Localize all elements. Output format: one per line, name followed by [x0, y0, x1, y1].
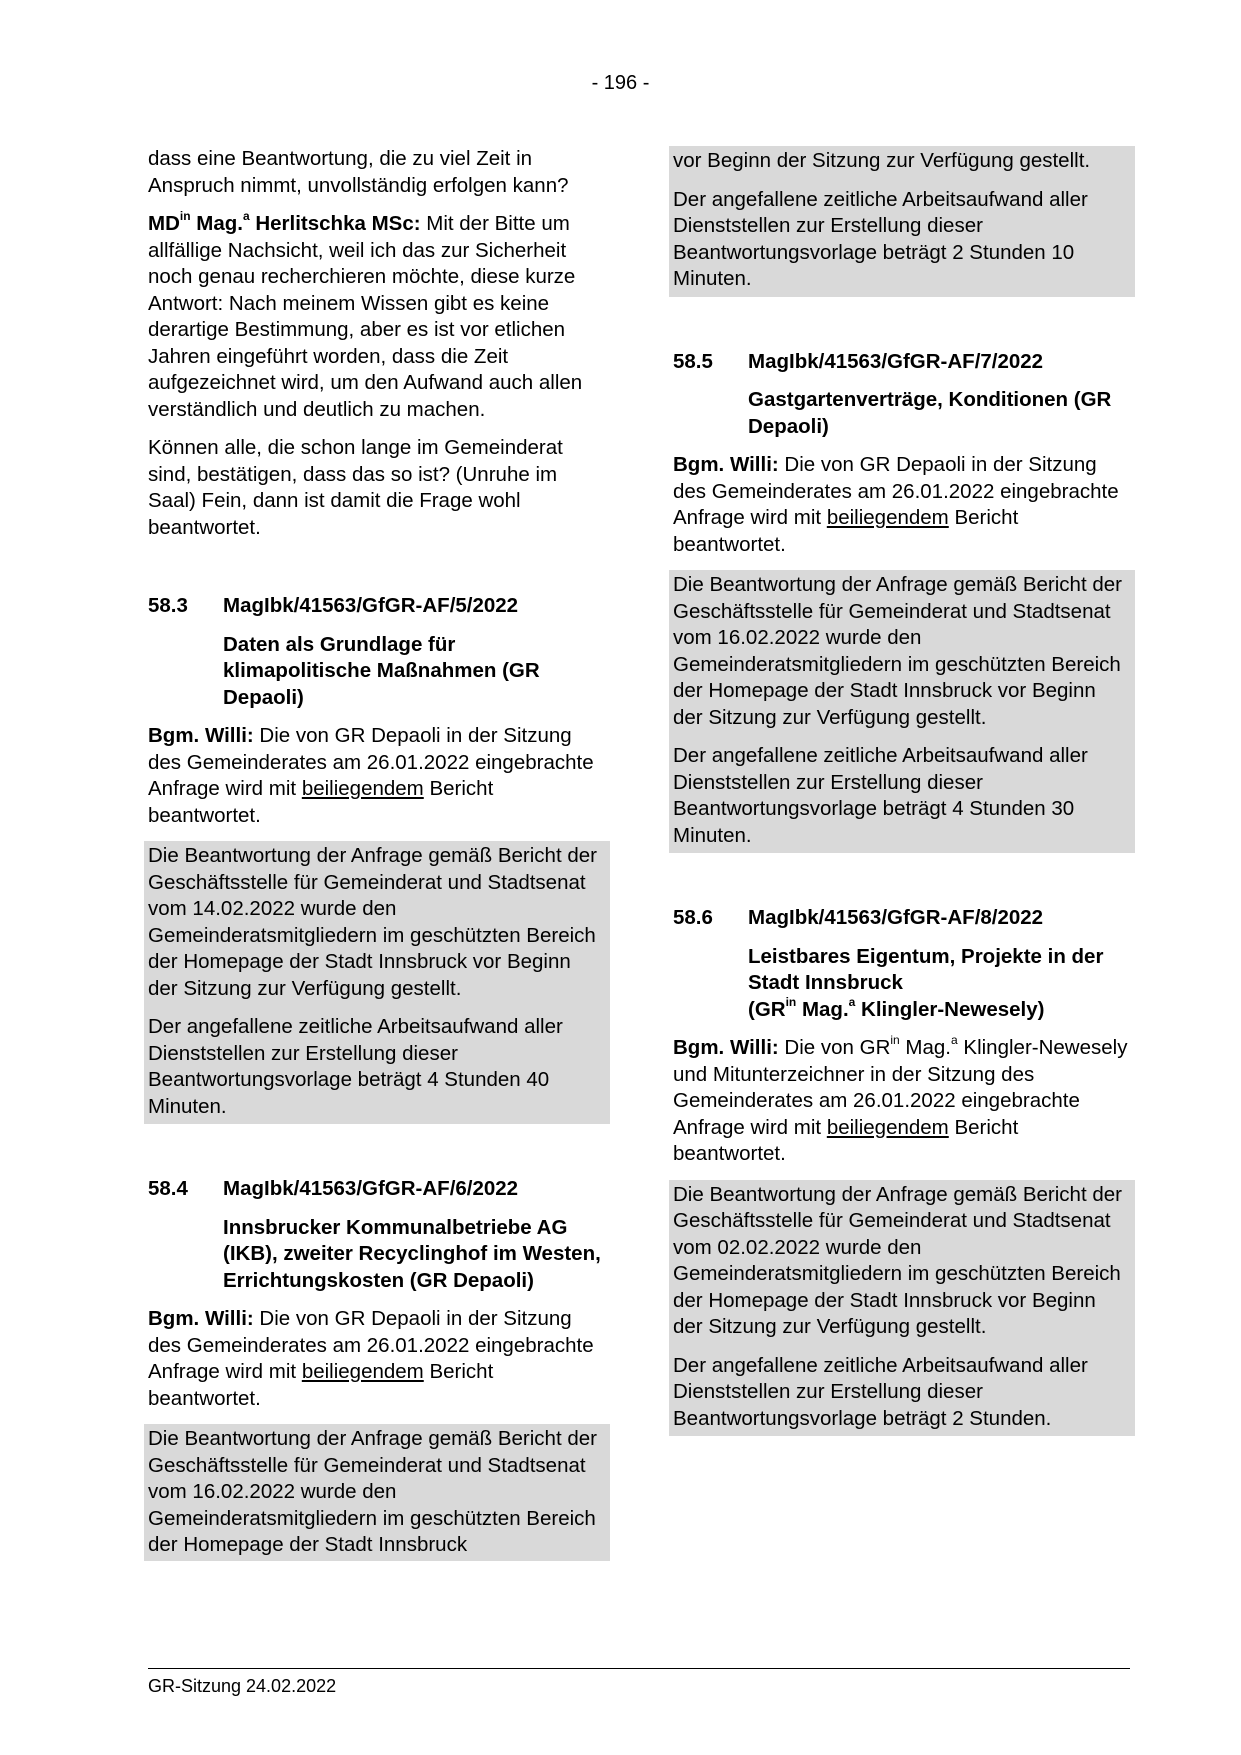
paragraph: Können alle, die schon lange im Gemeinderat sind, bestätigen, dass das so ist? (Unruhe im Saal) Fein, dann ist damit die Frage wohl beantwortet.	[148, 436, 563, 539]
footer-rule	[148, 1668, 1130, 1669]
attachment-link[interactable]: beiliegendem	[301, 777, 424, 800]
highlight-box: vor Beginn der Sitzung zur Verfügung gestellt. Der angefallene zeitliche Arbeitsaufwand aller Dienststellen zur Erstellung dieser Beantwortungsvorlage beträgt 2 Stunden 10 Minuten.	[669, 146, 1135, 297]
section-heading-58-5: 58.5 MagIbk/41563/GfGR-AF/7/2022	[673, 349, 1044, 373]
highlight-box: Die Beantwortung der Anfrage gemäß Bericht der Geschäftsstelle für Gemeinderat und Stadtsenat vom 02.02.2022 wurde den Gemeinderatsmitgliedern im geschützten Bereich der Homepage der Stadt Innsbruck vor Beginn der Sitzung zur Verfügung gestellt. Der angefallene zeitliche Arbeitsaufwand aller Dienststellen zur Erstellung dieser Beantwortungsvorlage beträgt 2 Stunden.	[669, 1180, 1135, 1437]
paragraph: Bgm. Willi: Die von GR Depaoli in der Sitzung des Gemeinderates am 26.01.2022 eingebrachte Anfrage wird mit beiliegendem Bericht beantwortet.	[148, 1307, 594, 1410]
page-number: - 196 -	[591, 72, 650, 94]
section-heading-58-6: 58.6 MagIbk/41563/GfGR-AF/8/2022	[673, 906, 1044, 929]
speaker-name: $MD^{in}$ Mag.$^a$ Herlitschka MSc:	[148, 209, 421, 235]
section-title: Leistbares Eigentum, Projekte in der Stadt Innsbruck ($GR^{in}$ Mag.$^a$ Klingler-Newesely)	[748, 944, 1104, 1021]
left-column	[148, 146, 606, 1561]
section-title: Innsbrucker Kommunalbetriebe AG (IKB), zweiter Recyclinghof im Westen, Errichtungskosten (GR Depaoli)	[223, 1215, 601, 1292]
paragraph: Bgm. Willi: Die von GR Depaoli in der Sitzung des Gemeinderates am 26.01.2022 eingebrachte Anfrage wird mit beiliegendem Bericht beantwortet.	[673, 453, 1119, 556]
highlight-box: Die Beantwortung der Anfrage gemäß Bericht der Geschäftsstelle für Gemeinderat und Stadtsenat vom 16.02.2022 wurde den Gemeinderatsmitgliedern im geschützten Bereich der Homepage der Stadt Innsbruck	[144, 1424, 610, 1561]
attachment-link[interactable]: beiliegendem	[301, 1360, 424, 1383]
attachment-link[interactable]: beiliegendem	[826, 1115, 949, 1139]
right-column	[673, 146, 1131, 1436]
section-heading-58-4: 58.4 MagIbk/41563/GfGR-AF/6/2022	[148, 1177, 519, 1200]
paragraph: Bgm. Willi: Die von $GR^{in}$ Mag.$^a$ Klingler-Newesely und Mitunterzeichner in der Sitzung des Gemeinderates am 26.01.2022 eingebrachte Anfrage wird mit beiliegendem Bericht beantwortet.	[673, 1033, 1128, 1165]
section-title: Gastgartenverträge, Konditionen (GR Depaoli)	[748, 388, 1112, 438]
footer-text: GR-Sitzung 24.02.2022	[148, 1676, 337, 1696]
paragraph: $MD^{in}$ Mag.$^a$ Herlitschka MSc: Mit der Bitte um allfällige Nachsicht, weil ich das zur Sicherheit noch genau recherchieren möchte, diese kurze Antwort: Nach meinem Wissen gibt es keine derartige Bestimmung, aber es ist vor etlichen Jahren eingeführt worden, dass die Zeit aufgezeichnet wird, um den Aufwand auch allen verständlich und deutlich zu machen.	[148, 209, 583, 421]
paragraph: dass eine Beantwortung, die zu viel Zeit in Anspruch nimmt, unvollständig erfolgen kann?	[148, 147, 569, 197]
attachment-link[interactable]: beiliegendem	[826, 506, 949, 529]
paragraph: Bgm. Willi: Die von GR Depaoli in der Sitzung des Gemeinderates am 26.01.2022 eingebrachte Anfrage wird mit beiliegendem Bericht beantwortet.	[148, 724, 594, 827]
section-title: Daten als Grundlage für klimapolitische Maßnahmen (GR Depaoli)	[223, 632, 540, 709]
section-heading-58-3: 58.3 MagIbk/41563/GfGR-AF/5/2022	[148, 594, 519, 617]
highlight-box: Die Beantwortung der Anfrage gemäß Bericht der Geschäftsstelle für Gemeinderat und Stadtsenat vom 16.02.2022 wurde den Gemeinderatsmitgliedern im geschützten Bereich der Homepage der Stadt Innsbruck vor Beginn der Sitzung zur Verfügung gestellt. Der angefallene zeitliche Arbeitsaufwand aller Dienststellen zur Erstellung dieser Beantwortungsvorlage beträgt 4 Stunden 30 Minuten.	[669, 570, 1135, 853]
highlight-box: Die Beantwortung der Anfrage gemäß Bericht der Geschäftsstelle für Gemeinderat und Stadtsenat vom 14.02.2022 wurde den Gemeinderatsmitgliedern im geschützten Bereich der Homepage der Stadt Innsbruck vor Beginn der Sitzung zur Verfügung gestellt. Der angefallene zeitliche Arbeitsaufwand aller Dienststellen zur Erstellung dieser Beantwortungsvorlage beträgt 4 Stunden 40 Minuten.	[144, 841, 610, 1124]
